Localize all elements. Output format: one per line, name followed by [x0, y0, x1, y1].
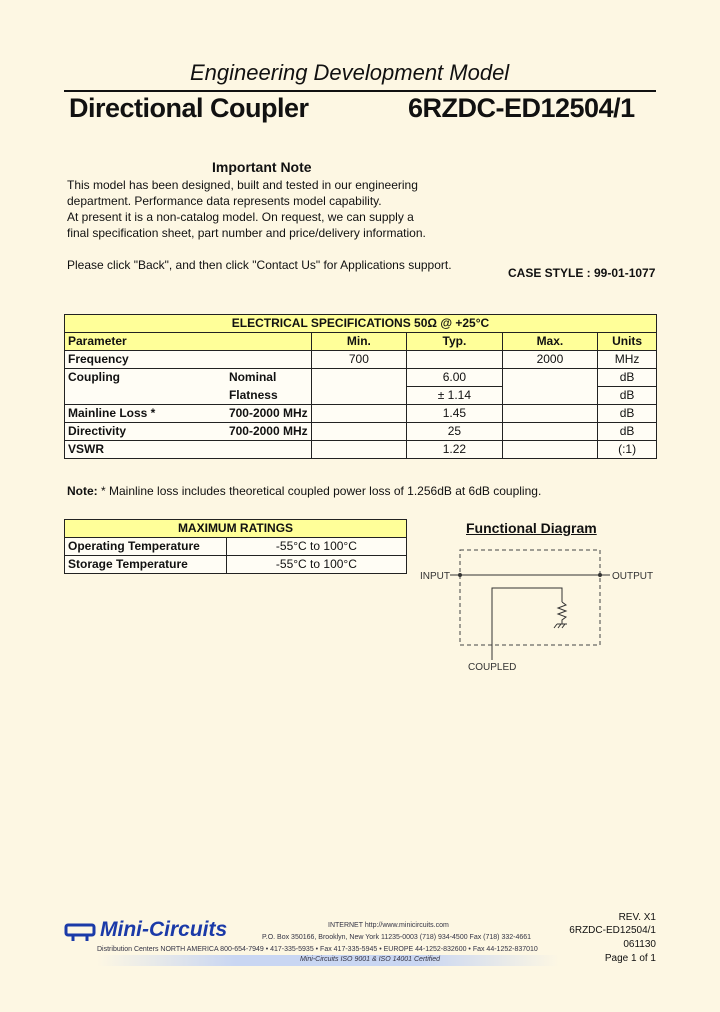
- typ-value: ± 1.14: [407, 387, 503, 405]
- max-value: [502, 405, 597, 423]
- min-value: [311, 423, 406, 441]
- typ-value: [407, 351, 503, 369]
- distribution-line: Distribution Centers NORTH AMERICA 800-654-7949 • 417-335-5935 • Fax 417-335-5945 • EUROPE 44-1252-832600 • Fax 44-1252-837010: [97, 946, 538, 953]
- output-label: OUTPUT: [612, 571, 654, 582]
- min-value: [311, 369, 406, 387]
- footnote-text: * Mainline loss includes theoretical coupled power loss of 1.256dB at 6dB coupling.: [97, 484, 542, 498]
- units: dB: [598, 369, 657, 387]
- electrical-specs-title: ELECTRICAL SPECIFICATIONS 50Ω @ +25°C: [65, 315, 657, 333]
- condition: 700-2000 MHz: [226, 423, 311, 441]
- table-row: [65, 556, 407, 574]
- functional-diagram: [410, 540, 670, 680]
- units: dB: [598, 423, 657, 441]
- input-port-dot: [458, 573, 462, 577]
- param: Mainline Loss *: [65, 405, 226, 423]
- internet-line: INTERNET http://www.minicircuits.com: [328, 922, 449, 929]
- revision: REV. X1: [618, 912, 656, 923]
- note-heading: Important Note: [212, 159, 312, 175]
- page-title: Directional Coupler: [69, 93, 309, 123]
- param: VSWR: [65, 441, 226, 459]
- typ-value: 6.00: [407, 369, 503, 387]
- max-value: [502, 387, 597, 405]
- col-header: Typ.: [407, 333, 503, 351]
- note-line: department. Performance data represents model capability.: [67, 194, 382, 208]
- table-row: [65, 369, 657, 387]
- param: Frequency: [65, 351, 226, 369]
- address-line: P.O. Box 350166, Brooklyn, New York 11235-0003 (718) 934-4500 Fax (718) 332-4661: [262, 934, 532, 941]
- condition: Flatness: [226, 387, 311, 405]
- rating-param: Operating Temperature: [65, 538, 227, 556]
- page-subtitle: Engineering Development Model: [190, 60, 510, 85]
- min-value: 700: [311, 351, 406, 369]
- max-value: [502, 423, 597, 441]
- table-row: [65, 387, 657, 405]
- page-number: Page 1 of 1: [604, 953, 656, 964]
- table-row: [65, 538, 407, 556]
- note-line: final specification sheet, part number and price/delivery information.: [67, 226, 426, 240]
- condition: [226, 441, 311, 459]
- functional-diagram-title: Functional Diagram: [466, 520, 597, 536]
- param: [65, 387, 226, 405]
- max-ratings-table: [64, 519, 407, 574]
- table-header-row: [65, 333, 657, 351]
- rating-param: Storage Temperature: [65, 556, 227, 574]
- table-row: [65, 405, 657, 423]
- min-value: [311, 405, 406, 423]
- col-header: Max.: [502, 333, 597, 351]
- condition: [226, 351, 311, 369]
- typ-value: 1.22: [407, 441, 503, 459]
- units: dB: [598, 387, 657, 405]
- col-header: Parameter: [65, 333, 312, 351]
- param: Directivity: [65, 423, 226, 441]
- electrical-specs-table: [64, 314, 657, 459]
- note-line: At present it is a non-catalog model. On request, we can supply a: [67, 210, 414, 224]
- footnote-label: Note:: [67, 484, 98, 498]
- input-label: INPUT: [420, 571, 450, 582]
- iso-certification: Mini-Circuits ISO 9001 & ISO 14001 Certified: [300, 956, 441, 963]
- output-port-dot: [598, 573, 602, 577]
- condition: 700-2000 MHz: [226, 405, 311, 423]
- units: MHz: [598, 351, 657, 369]
- units: dB: [598, 405, 657, 423]
- footer-model: 6RZDC-ED12504/1: [569, 925, 656, 936]
- termination-resistor-icon: [558, 602, 566, 624]
- footnote: [67, 484, 541, 498]
- max-value: [502, 441, 597, 459]
- contact-note: Please click "Back", and then click "Contact Us" for Applications support.: [67, 258, 452, 272]
- condition: Nominal: [226, 369, 311, 387]
- mini-circuits-logo-icon: [64, 922, 96, 942]
- typ-value: 1.45: [407, 405, 503, 423]
- coupled-line: [492, 588, 562, 660]
- rating-value: -55°C to 100°C: [226, 556, 406, 574]
- max-value: 2000: [502, 351, 597, 369]
- model-number: 6RZDC-ED12504/1: [408, 93, 635, 123]
- table-row: [65, 441, 657, 459]
- note-line: This model has been designed, built and tested in our engineering: [67, 178, 418, 192]
- col-header: Min.: [311, 333, 406, 351]
- col-header: Units: [598, 333, 657, 351]
- units: (:1): [598, 441, 657, 459]
- coupler-boundary: [460, 550, 600, 645]
- brand-name: Mini-Circuits: [100, 918, 228, 941]
- title-rule: [64, 90, 656, 92]
- typ-value: 25: [407, 423, 503, 441]
- table-row: [65, 423, 657, 441]
- table-row: [65, 351, 657, 369]
- max-value: [502, 369, 597, 387]
- case-style: CASE STYLE : 99-01-1077: [508, 266, 656, 280]
- rating-value: -55°C to 100°C: [226, 538, 406, 556]
- param: Coupling: [65, 369, 226, 387]
- min-value: [311, 387, 406, 405]
- coupled-label: COUPLED: [468, 662, 517, 673]
- max-ratings-title: MAXIMUM RATINGS: [65, 520, 407, 538]
- min-value: [311, 441, 406, 459]
- footer-date: 061130: [623, 939, 656, 950]
